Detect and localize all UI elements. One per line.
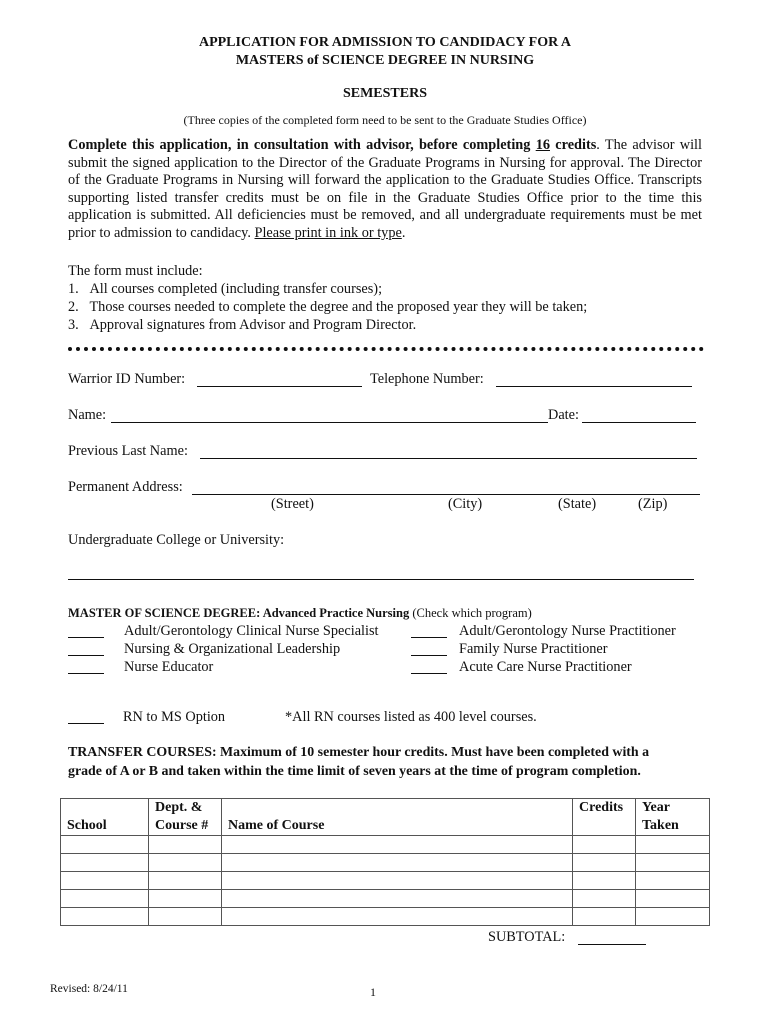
requirement-item-2: 2. Those courses needed to complete the degree and the proposed year they will be taken;	[68, 299, 588, 315]
telephone-label: Telephone Number:	[370, 371, 484, 387]
print-note: Please print in ink or type	[254, 224, 402, 241]
form-title-line1: APPLICATION FOR ADMISSION TO CANDIDACY FOR A	[198, 35, 572, 50]
program-option-family-np: Family Nurse Practitioner	[459, 641, 608, 657]
copies-note: (Three copies of the completed form need to be sent to the Graduate Studies Office)	[183, 113, 587, 127]
date-input[interactable]	[582, 422, 696, 423]
table-row	[61, 890, 710, 908]
table-row	[61, 836, 710, 854]
column-header-credits: Credits	[573, 799, 636, 836]
name-label: Name:	[68, 407, 107, 423]
intro-paragraph: Complete this application, in consultation with advisor, before completing 16 credits. The advisor will submit the signed application to the Director of the Graduate Programs in Nursing for approval. The Director of the Graduate Programs in Nursing will forward the application to the Graduate Studies Office. Transcripts supporting listed transfer credits must be on file in the Graduate Studies Office prior to the time this application is submitted. All deficiencies must be removed, and all undergraduate requirements must be met prior to admission to candidacy. Please print in ink or type.	[68, 137, 702, 241]
program-checkbox-family-np[interactable]	[411, 655, 447, 656]
program-checkbox-nursing-leadership[interactable]	[68, 655, 104, 656]
requirement-item-1: 1. All courses completed (including transfer courses);	[68, 281, 383, 297]
transfer-heading-line2: grade of A or B and taken within the time limit of seven years at the time of program completion.	[68, 764, 641, 779]
date-label: Date:	[548, 407, 579, 423]
revised-date: Revised: 8/24/11	[50, 983, 128, 995]
undergrad-college-label: Undergraduate College or University:	[68, 532, 285, 548]
program-option-rn-to-ms: RN to MS Option	[123, 709, 226, 725]
intro-text: . The advisor will submit the signed application to the Director of the Graduate Programs in Nursing for approval. The Director of the Graduate Programs in Nursing will forward the application to the Graduate Studies Office. Transcripts supporting listed transfer credits must be on file in the Graduate Studies Office prior to the time this application is submitted. All deficiencies must be removed, and all undergraduate requirements must be met prior to admission to candidacy.	[68, 137, 702, 241]
telephone-input[interactable]	[496, 386, 692, 387]
transfer-heading-line1: TRANSFER COURSES: Maximum of 10 semester hour credits. Must have been completed with a	[68, 745, 650, 760]
program-option-nursing-leadership: Nursing & Organizational Leadership	[124, 641, 341, 657]
requirements-heading: The form must include:	[68, 263, 203, 279]
program-checkbox-acute-care-np[interactable]	[411, 673, 447, 674]
address-street-caption: (Street)	[271, 496, 314, 512]
program-option-adult-gero-np: Adult/Gerontology Nurse Practitioner	[459, 623, 676, 639]
program-checkbox-rn-to-ms[interactable]	[68, 723, 104, 724]
intro-bold-lead: Complete this application, in consultation with advisor, before completing	[68, 137, 531, 153]
column-header-school: School	[61, 799, 149, 836]
transfer-courses-table	[60, 798, 710, 926]
warrior-id-input[interactable]	[197, 386, 362, 387]
address-state-caption: (State)	[558, 496, 597, 512]
column-header-name-of-course: Name of Course	[222, 799, 573, 836]
credits-word: credits	[555, 137, 597, 153]
rn-courses-note: *All RN courses listed as 400 level courses.	[285, 709, 537, 725]
credits-number: 16	[535, 137, 550, 153]
column-header-year-taken: Year Taken	[636, 799, 710, 836]
address-city-caption: (City)	[448, 496, 483, 512]
previous-last-name-label: Previous Last Name:	[68, 443, 188, 459]
subtotal-input[interactable]	[578, 944, 646, 945]
page-number: 1	[370, 985, 376, 999]
table-row	[61, 908, 710, 926]
table-row	[61, 854, 710, 872]
program-checkbox-adult-gero-np[interactable]	[411, 637, 447, 638]
warrior-id-label: Warrior ID Number:	[68, 371, 186, 387]
address-zip-caption: (Zip)	[638, 496, 668, 512]
form-subtitle: SEMESTERS	[342, 86, 428, 101]
form-title-line2: MASTERS of SCIENCE DEGREE IN NURSING	[235, 53, 535, 68]
permanent-address-input[interactable]	[192, 494, 700, 495]
permanent-address-label: Permanent Address:	[68, 479, 183, 495]
program-option-nurse-educator: Nurse Educator	[124, 659, 214, 675]
program-option-adult-gero-cns: Adult/Gerontology Clinical Nurse Specialist	[124, 623, 379, 639]
name-input[interactable]	[111, 422, 548, 423]
program-checkbox-nurse-educator[interactable]	[68, 673, 104, 674]
program-checkbox-adult-gero-cns[interactable]	[68, 637, 104, 638]
subtotal-label: SUBTOTAL:	[488, 929, 566, 945]
previous-last-name-input[interactable]	[200, 458, 697, 459]
table-header-row	[61, 799, 710, 836]
requirement-item-3: 3. Approval signatures from Advisor and Program Director.	[68, 317, 417, 333]
program-option-acute-care-np: Acute Care Nurse Practitioner	[459, 659, 632, 675]
table-row	[61, 872, 710, 890]
column-header-dept-course: Dept. & Course #	[149, 799, 222, 836]
program-heading: MASTER OF SCIENCE DEGREE: Advanced Practice Nursing (Check which program)	[68, 606, 532, 620]
dotted-separator	[68, 347, 704, 351]
undergrad-college-input[interactable]	[68, 579, 694, 580]
